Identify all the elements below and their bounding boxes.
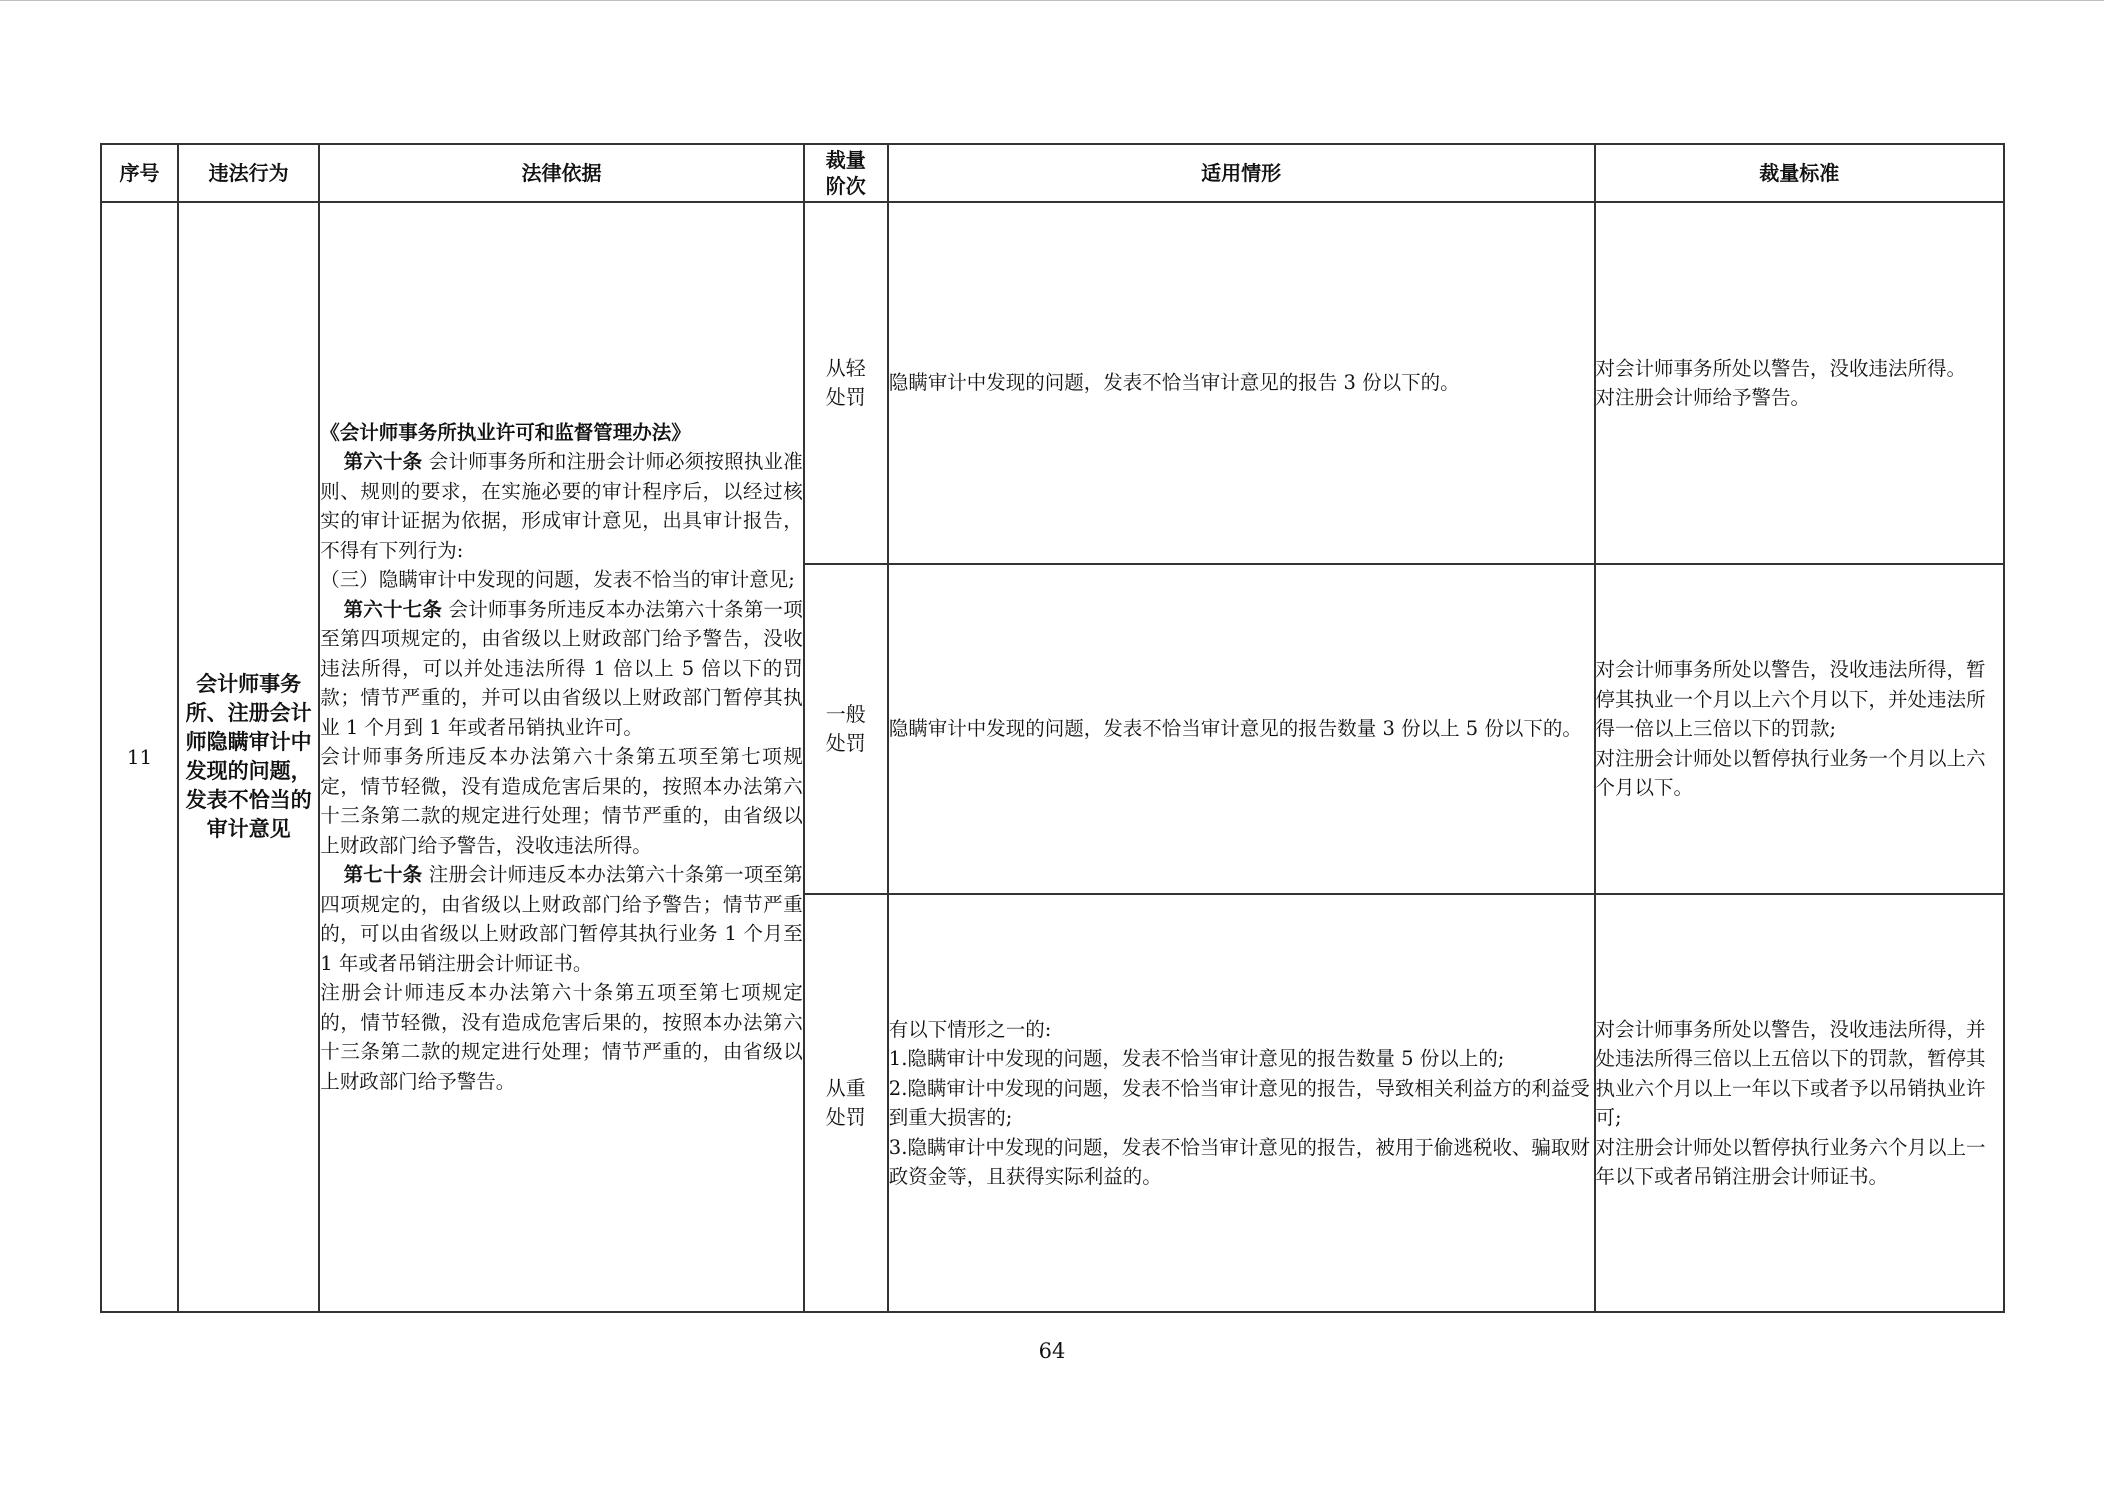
article-70-label: 第七十条 — [343, 863, 423, 887]
article-70 — [320, 860, 803, 978]
legal-basis — [319, 202, 804, 1312]
case-general — [888, 564, 1595, 894]
cell-line: 有以下情形之一的: — [888, 1017, 1052, 1041]
header-standard: 裁量标准 — [1595, 144, 2004, 202]
header-level-text: 裁量 阶次 — [825, 148, 866, 198]
article-67 — [320, 595, 803, 743]
penalty-level-heavy: 从重 处罚 — [804, 894, 888, 1312]
standard-heavy — [1595, 894, 2004, 1312]
header-level — [804, 144, 888, 202]
cell-line: 隐瞒审计中发现的问题，发表不恰当审计意见的报告 3 份以下的。 — [888, 371, 1460, 395]
article-60 — [320, 447, 803, 565]
penalty-level-light: 从轻 处罚 — [804, 202, 888, 564]
article-60-label: 第六十条 — [343, 450, 423, 474]
row-number: 11 — [101, 202, 178, 1312]
header-act: 违法行为 — [178, 144, 319, 202]
cell-line: 2.隐瞒审计中发现的问题，发表不恰当审计意见的报告，导致相关利益方的利益受到重大损害的; — [888, 1076, 1590, 1129]
article-60-item-3: （三）隐瞒审计中发现的问题，发表不恰当的审计意见; — [320, 568, 795, 592]
table-row — [101, 202, 2004, 564]
penalty-standard-table — [100, 143, 2005, 1313]
table-header-row — [101, 144, 2004, 202]
cell-line: 对注册会计师给予警告。 — [1595, 386, 1811, 409]
cell-line: 对会计师事务所处以警告，没收违法所得。 — [1595, 356, 1967, 380]
header-case: 适用情形 — [888, 144, 1595, 202]
article-67-label: 第六十七条 — [343, 597, 443, 621]
header-law: 法律依据 — [319, 144, 804, 202]
article-67-paragraph-2: 会计师事务所违反本办法第六十条第五项至第七项规定，情节轻微，没有造成危害后果的，按照本办法第六十三条第二款的规定进行处理；情节严重的，由省级以上财政部门给予警告，没收违法所得。 — [320, 745, 803, 857]
page-number: 64 — [1038, 1339, 1066, 1363]
article-67-text: 会计师事务所违反本办法第六十条第一项至第四项规定的，由省级以上财政部门给予警告，没收违法所得，可以并处违法所得 1 倍以上 5 倍以下的罚款；情节严重的，并可以由省级以上财政部门暂停其执业 1 个月到 1 年或者吊销执业许可。 — [320, 597, 803, 739]
case-light — [888, 202, 1595, 564]
penalty-level-general: 一般 处罚 — [804, 564, 888, 894]
standard-general — [1595, 564, 2004, 894]
cell-line: 隐瞒审计中发现的问题，发表不恰当审计意见的报告数量 3 份以上 5 份以下的。 — [888, 717, 1582, 741]
case-heavy — [888, 894, 1595, 1312]
header-no: 序号 — [101, 144, 178, 202]
violation-description: 会计师事务所、注册会计师隐瞒审计中发现的问题，发表不恰当的审计意见 — [178, 202, 319, 1312]
standard-light — [1595, 202, 2004, 564]
cell-line: 1.隐瞒审计中发现的问题，发表不恰当审计意见的报告数量 5 份以上的; — [888, 1047, 1505, 1070]
law-title: 《会计师事务所执业许可和监督管理办法》 — [320, 420, 691, 444]
cell-line: 对注册会计师处以暂停执行业务六个月以上一年以下或者吊销注册会计师证书。 — [1595, 1135, 1986, 1188]
cell-line: 对注册会计师处以暂停执行业务一个月以上六个月以下。 — [1595, 746, 1986, 800]
cell-line: 3.隐瞒审计中发现的问题，发表不恰当审计意见的报告，被用于偷逃税收、骗取财政资金等，且获得实际利益的。 — [888, 1135, 1590, 1188]
cell-line: 对会计师事务所处以警告，没收违法所得，暂停其执业一个月以上六个月以下，并处违法所得一倍以上三倍以下的罚款; — [1595, 658, 1986, 741]
article-60-text: 会计师事务所和注册会计师必须按照执业准则、规则的要求，在实施必要的审计程序后，以经过核实的审计证据为依据，形成审计意见，出具审计报告，不得有下列行为: — [320, 450, 803, 562]
cell-line: 对会计师事务所处以警告，没收违法所得，并处违法所得三倍以上五倍以下的罚款，暂停其执业六个月以上一年以下或者予以吊销执业许可; — [1595, 1017, 1986, 1129]
article-70-text: 注册会计师违反本办法第六十条第一项至第四项规定的，由省级以上财政部门给予警告；情节严重的，可以由省级以上财政部门暂停其执行业务 1 个月至 1 年或者吊销注册会计师证书。 — [320, 863, 803, 975]
article-70-paragraph-2: 注册会计师违反本办法第六十条第五项至第七项规定的，情节轻微，没有造成危害后果的，按照本办法第六十三条第二款的规定进行处理；情节严重的，由省级以上财政部门给予警告。 — [320, 981, 803, 1093]
